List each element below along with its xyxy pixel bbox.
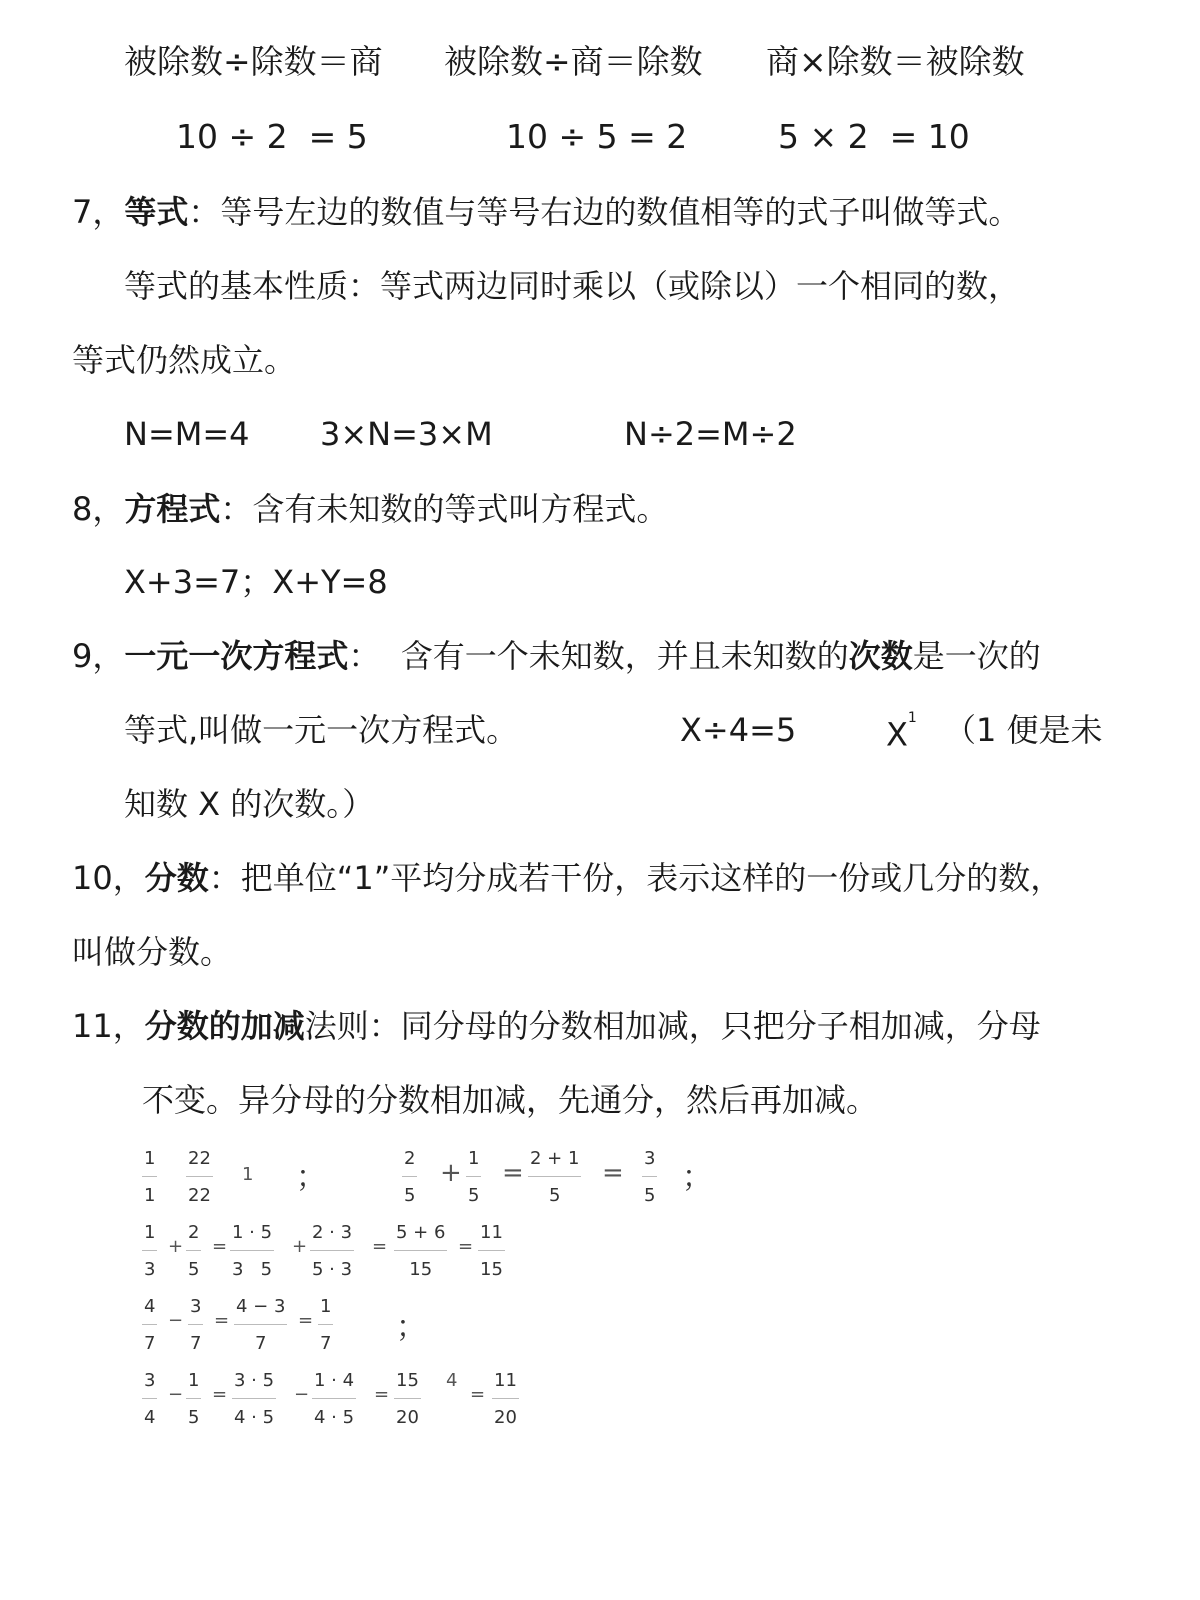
section-9-note-line1: （1 便是未 (944, 711, 1103, 749)
formula-quotient-divisor: 商×除数＝被除数 (766, 42, 1025, 81)
fraction: 2 5 (404, 1148, 416, 1206)
fraction: 4 − 3 7 (236, 1296, 286, 1354)
definition-text: ：含有未知数的等式叫方程式。 (220, 490, 669, 528)
fraction: 4 7 (144, 1296, 156, 1354)
term-fraction: 分数 (144, 859, 209, 897)
fraction: 22 22 (188, 1148, 211, 1206)
definition-text-end: 是一次的 (912, 637, 1041, 675)
example-multiplication: 5 × 2 = 10 (778, 117, 970, 156)
section-10-definition-line2: 叫做分数。 (72, 933, 233, 971)
fraction-part: 4 (446, 1370, 458, 1391)
equals-sign: = (214, 1310, 230, 1331)
result-value: 1 (242, 1164, 254, 1185)
fraction: 15 20 (396, 1370, 419, 1428)
semicolon: ； (682, 1160, 712, 1195)
fraction: 5 + 6 15 (396, 1222, 446, 1280)
section-number: 7， (72, 193, 125, 231)
equals-sign: = (372, 1236, 388, 1257)
minus-operator: − (168, 1310, 184, 1331)
section-9-note-line2: 知数 X 的次数。） (124, 785, 375, 823)
example-division-1: 10 ÷ 2 = 5 (176, 117, 368, 156)
equals-sign: = (374, 1384, 390, 1405)
plus-operator: + (440, 1158, 462, 1188)
section-number: 9， (72, 637, 125, 675)
section-number: 10， (72, 859, 145, 897)
term-equation-with-unknown: 方程式 (124, 490, 221, 528)
fraction: 3 7 (190, 1296, 202, 1354)
term-equation: 等式 (124, 193, 189, 231)
plus-operator: + (292, 1236, 308, 1257)
fraction: 3 · 5 4 · 5 (234, 1370, 275, 1428)
fraction: 1 1 (144, 1148, 156, 1206)
equals-sign: = (212, 1384, 228, 1405)
fraction: 11 20 (494, 1370, 517, 1428)
formula-dividend-divisor: 被除数÷除数＝商 (124, 42, 383, 81)
fraction: 11 15 (480, 1222, 503, 1280)
section-number: 8， (72, 490, 125, 528)
equals-sign: = (298, 1310, 314, 1331)
fraction: 2 + 1 5 (530, 1148, 580, 1206)
section-9-example: X÷4=5 (680, 711, 797, 749)
fraction: 2 5 (188, 1222, 200, 1280)
section-7-property-line1: 等式的基本性质：等式两边同时乘以（或除以）一个相同的数， (124, 267, 1021, 305)
definition-text: 法则：同分母的分数相加减，只把分子相加减，分母 (304, 1007, 1041, 1045)
equals-sign: = (602, 1158, 624, 1188)
semicolon: ； (396, 1310, 426, 1345)
definition-text: ：把单位“1”平均分成若干份，表示这样的一份或几分的数， (208, 859, 1063, 897)
fraction: 3 5 (644, 1148, 656, 1206)
equals-sign: = (502, 1158, 524, 1188)
fraction: 1 · 5 3 5 (232, 1222, 273, 1280)
definition-text: ： 含有一个未知数，并且未知数的 (348, 637, 849, 675)
section-11-definition-line2: 不变。异分母的分数相加减，先通分，然后再加减。 (142, 1081, 879, 1119)
section-7-example-1: N=M=4 (124, 415, 250, 453)
minus-operator: − (294, 1384, 310, 1405)
equals-sign: = (470, 1384, 486, 1405)
example-division-2: 10 ÷ 5 = 2 (506, 117, 688, 156)
semicolon: ； (296, 1160, 326, 1195)
term-linear-equation: 一元一次方程式 (124, 637, 349, 675)
fraction: 3 4 (144, 1370, 156, 1428)
section-8-example: X+3=7；X+Y=8 (124, 563, 388, 601)
formula-dividend-quotient: 被除数÷商＝除数 (444, 42, 703, 81)
section-7-example-2: 3×N=3×M (320, 415, 493, 453)
section-9-definition-line2: 等式,叫做一元一次方程式。 (124, 711, 519, 749)
fraction: 1 3 (144, 1222, 156, 1280)
term-fraction-add-sub: 分数的加减 (144, 1007, 305, 1045)
equals-sign: = (458, 1236, 474, 1257)
power-exponent: 1 (907, 710, 917, 726)
section-number: 11， (72, 1007, 145, 1045)
fraction: 1 5 (468, 1148, 480, 1206)
fraction: 1 5 (188, 1370, 200, 1428)
power-base: X (886, 715, 908, 754)
minus-operator: − (168, 1384, 184, 1405)
plus-operator: + (168, 1236, 184, 1257)
section-7-example-3: N÷2=M÷2 (624, 415, 797, 453)
section-7-property-line2: 等式仍然成立。 (72, 341, 297, 379)
fraction: 1 7 (320, 1296, 332, 1354)
fraction: 2 · 3 5 · 3 (312, 1222, 353, 1280)
fraction: 1 · 4 4 · 5 (314, 1370, 355, 1428)
definition-text: ：等号左边的数值与等号右边的数值相等的式子叫做等式。 (188, 193, 1021, 231)
term-degree: 次数 (848, 637, 913, 675)
equals-sign: = (212, 1236, 228, 1257)
